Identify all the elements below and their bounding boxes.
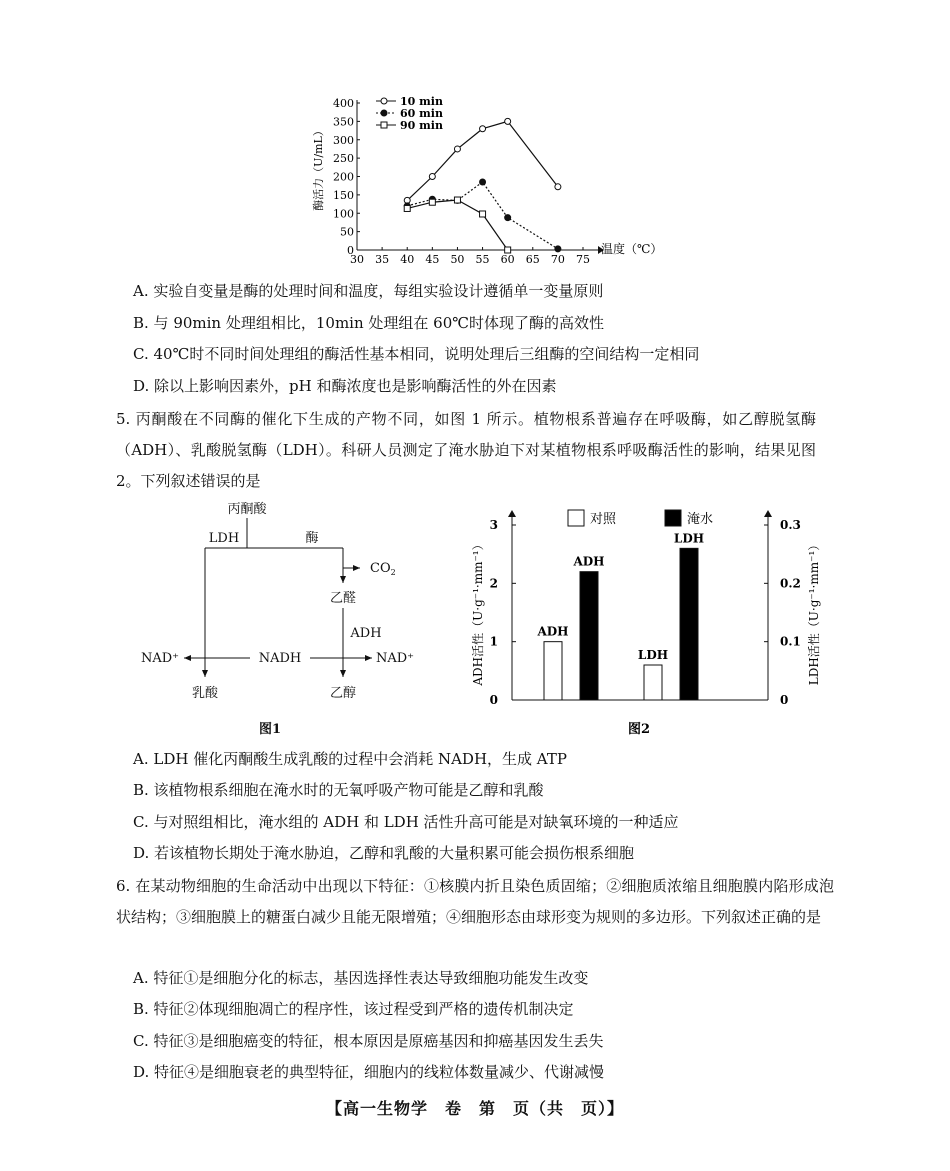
data-point bbox=[454, 197, 460, 203]
data-point bbox=[505, 247, 511, 253]
data-point bbox=[429, 199, 435, 205]
enzyme-label: 酶 bbox=[305, 531, 319, 546]
data-point bbox=[480, 179, 486, 185]
data-point bbox=[505, 118, 511, 124]
y-tick-label: 350 bbox=[333, 115, 354, 129]
co2-label: $CO_2$ bbox=[370, 561, 396, 577]
q4-option-a: A. 实验自变量是酶的处理时间和温度，每组实验设计遵循单一变量原则 bbox=[133, 282, 604, 300]
q4-option-b: B. 与 90min 处理组相比，10min 处理组在 60℃时体现了酶的高效性 bbox=[133, 314, 605, 332]
y-tick-label: 300 bbox=[333, 133, 354, 147]
left-tick-label: 0 bbox=[489, 693, 498, 707]
y-tick-label: 200 bbox=[333, 170, 354, 184]
q6-option-b: B. 特征②体现细胞凋亡的程序性，该过程受到严格的遗传机制决定 bbox=[133, 1000, 574, 1018]
line-chart-legend bbox=[376, 95, 443, 132]
nadh-label: NADH bbox=[258, 651, 302, 666]
q4-option-c: C. 40℃时不同时间处理组的酶活性基本相同，说明处理后三组酶的空间结构一定相同 bbox=[133, 345, 700, 363]
q6-option-c: C. 特征③是细胞癌变的特征，根本原因是原癌基因和抑癌基因发生丢失 bbox=[133, 1032, 604, 1050]
x-tick-label: 55 bbox=[475, 253, 490, 266]
bar bbox=[644, 665, 662, 700]
data-point bbox=[505, 215, 511, 221]
legend-label: 10 min bbox=[400, 95, 443, 108]
nad-left-label: NAD⁺ bbox=[140, 651, 180, 666]
bar bbox=[580, 572, 598, 700]
lactate-label: 乳酸 bbox=[191, 686, 219, 701]
q5-option-c: C. 与对照组相比，淹水组的 ADH 和 LDH 活性升高可能是对缺氧环境的一种适应 bbox=[133, 813, 679, 831]
x-tick-label: 70 bbox=[550, 253, 565, 266]
x-tick-label: 35 bbox=[375, 253, 390, 266]
data-point bbox=[480, 126, 486, 132]
q5-option-d: D. 若该植物长期处于淹水胁迫，乙醇和乳酸的大量积累可能会损伤根系细胞 bbox=[133, 844, 635, 862]
ethanol-label: 乙醇 bbox=[329, 686, 357, 701]
bar-label: ADH bbox=[573, 554, 605, 569]
acetaldehyde-label: 乙醛 bbox=[329, 591, 357, 606]
q5-option-b: B. 该植物根系细胞在淹水时的无氧呼吸产物可能是乙醇和乳酸 bbox=[133, 781, 544, 799]
bar-chart-bars bbox=[536, 531, 704, 700]
y-tick-label: 400 bbox=[333, 97, 354, 110]
legend-label: 90 min bbox=[400, 119, 443, 132]
x-tick-label: 45 bbox=[425, 253, 440, 266]
figure1-title: 图1 bbox=[258, 722, 282, 737]
x-tick-label: 40 bbox=[400, 253, 415, 266]
q6-option-d: D. 特征④是细胞衰老的典型特征，细胞内的线粒体数量减少、代谢减慢 bbox=[133, 1063, 605, 1081]
line-chart-axes bbox=[333, 97, 604, 266]
y-tick-label: 0 bbox=[347, 244, 354, 257]
data-point bbox=[555, 246, 561, 252]
q4-option-d: D. 除以上影响因素外，pH 和酶浓度也是影响酶活性的外在因素 bbox=[133, 377, 557, 395]
bar bbox=[544, 642, 562, 700]
bar-label: LDH bbox=[637, 648, 669, 662]
q6-option-a: A. 特征①是细胞分化的标志，基因选择性表达导致细胞功能发生改变 bbox=[133, 969, 589, 987]
bar-label: LDH bbox=[673, 531, 705, 546]
legend-label: 淹水 bbox=[687, 512, 714, 527]
legend-marker bbox=[381, 98, 387, 104]
legend-label: 对照 bbox=[590, 512, 617, 527]
legend-marker bbox=[381, 122, 387, 128]
ldh-label: LDH bbox=[208, 531, 240, 546]
data-point bbox=[480, 211, 486, 217]
left-tick-label: 3 bbox=[489, 518, 498, 532]
left-tick-label: 2 bbox=[489, 576, 498, 591]
bar bbox=[680, 548, 698, 700]
data-point bbox=[429, 174, 435, 180]
bar-chart-left-axis-label: ADH活性（U·g⁻¹·mm⁻¹） bbox=[471, 538, 485, 686]
nad-right-label: NAD⁺ bbox=[375, 651, 415, 666]
figure2-bar-chart bbox=[470, 500, 830, 740]
pyruvate-label: 丙酮酸 bbox=[227, 502, 267, 517]
figure2-title: 图2 bbox=[627, 722, 651, 737]
bar-chart-right-axis-label: LDH活性（U·g⁻¹·mm⁻¹） bbox=[807, 538, 821, 686]
x-tick-label: 75 bbox=[576, 253, 590, 266]
line-chart-series bbox=[404, 118, 561, 253]
enzyme-activity-line-chart bbox=[300, 90, 663, 270]
q6-stem: 6. 在某动物细胞的生命活动中出现以下特征：①核膜内折且染色质固缩；②细胞质浓缩且细胞膜内陷形成泡状结构；③细胞膜上的糖蛋白减少且能无限增殖；④细胞形态由球形变为规则的多边形。下列叙述正确的是 bbox=[116, 877, 834, 926]
x-tick-label: 50 bbox=[450, 253, 465, 266]
right-tick-label: 0 bbox=[780, 693, 789, 707]
bar-label: ADH bbox=[537, 624, 569, 639]
bar-left-axis-arrow bbox=[508, 510, 516, 517]
legend-swatch bbox=[568, 510, 584, 526]
y-tick-label: 250 bbox=[333, 152, 354, 166]
left-tick-label: 1 bbox=[489, 634, 498, 649]
right-tick-label: 0.3 bbox=[780, 518, 801, 532]
series-line bbox=[407, 121, 558, 200]
legend-label: 60 min bbox=[400, 107, 443, 120]
bar-chart-legend bbox=[568, 510, 713, 527]
legend-swatch bbox=[665, 510, 681, 526]
y-tick-label: 50 bbox=[340, 225, 354, 239]
data-point bbox=[454, 146, 460, 152]
line-chart-y-axis-label: 酶活力（U/mL） bbox=[312, 125, 325, 211]
line-chart-x-axis-label: 温度（℃） bbox=[601, 242, 663, 256]
bar-right-axis-arrow bbox=[764, 510, 772, 517]
y-tick-label: 100 bbox=[333, 207, 354, 221]
x-tick-label: 30 bbox=[350, 253, 364, 266]
page-footer: 【高一生物学 卷 第 页（共 页）】 bbox=[325, 1099, 624, 1118]
x-tick-label: 60 bbox=[500, 253, 515, 266]
series-line bbox=[407, 200, 507, 250]
q5-stem: 5. 丙酮酸在不同酶的催化下生成的产物不同，如图 1 所示。植物根系普遍存在呼吸酶，如乙醇脱氢酶（ADH）、乳酸脱氢酶（LDH）。科研人员测定了淹水胁迫下对某植物根系呼吸酶活性的影响，结果见图 2。下列叙述错误的是 bbox=[116, 410, 816, 490]
x-tick-label: 65 bbox=[525, 253, 540, 266]
figure1-pathway-diagram bbox=[130, 495, 430, 735]
data-point bbox=[404, 205, 410, 211]
y-tick-label: 150 bbox=[333, 188, 354, 202]
right-tick-label: 0.2 bbox=[780, 576, 801, 591]
data-point bbox=[555, 184, 561, 190]
right-tick-label: 0.1 bbox=[780, 634, 801, 649]
adh-label: ADH bbox=[350, 626, 382, 641]
legend-marker bbox=[381, 110, 387, 116]
q5-option-a: A. LDH 催化丙酮酸生成乳酸的过程中会消耗 NADH，生成 ATP bbox=[133, 750, 567, 768]
